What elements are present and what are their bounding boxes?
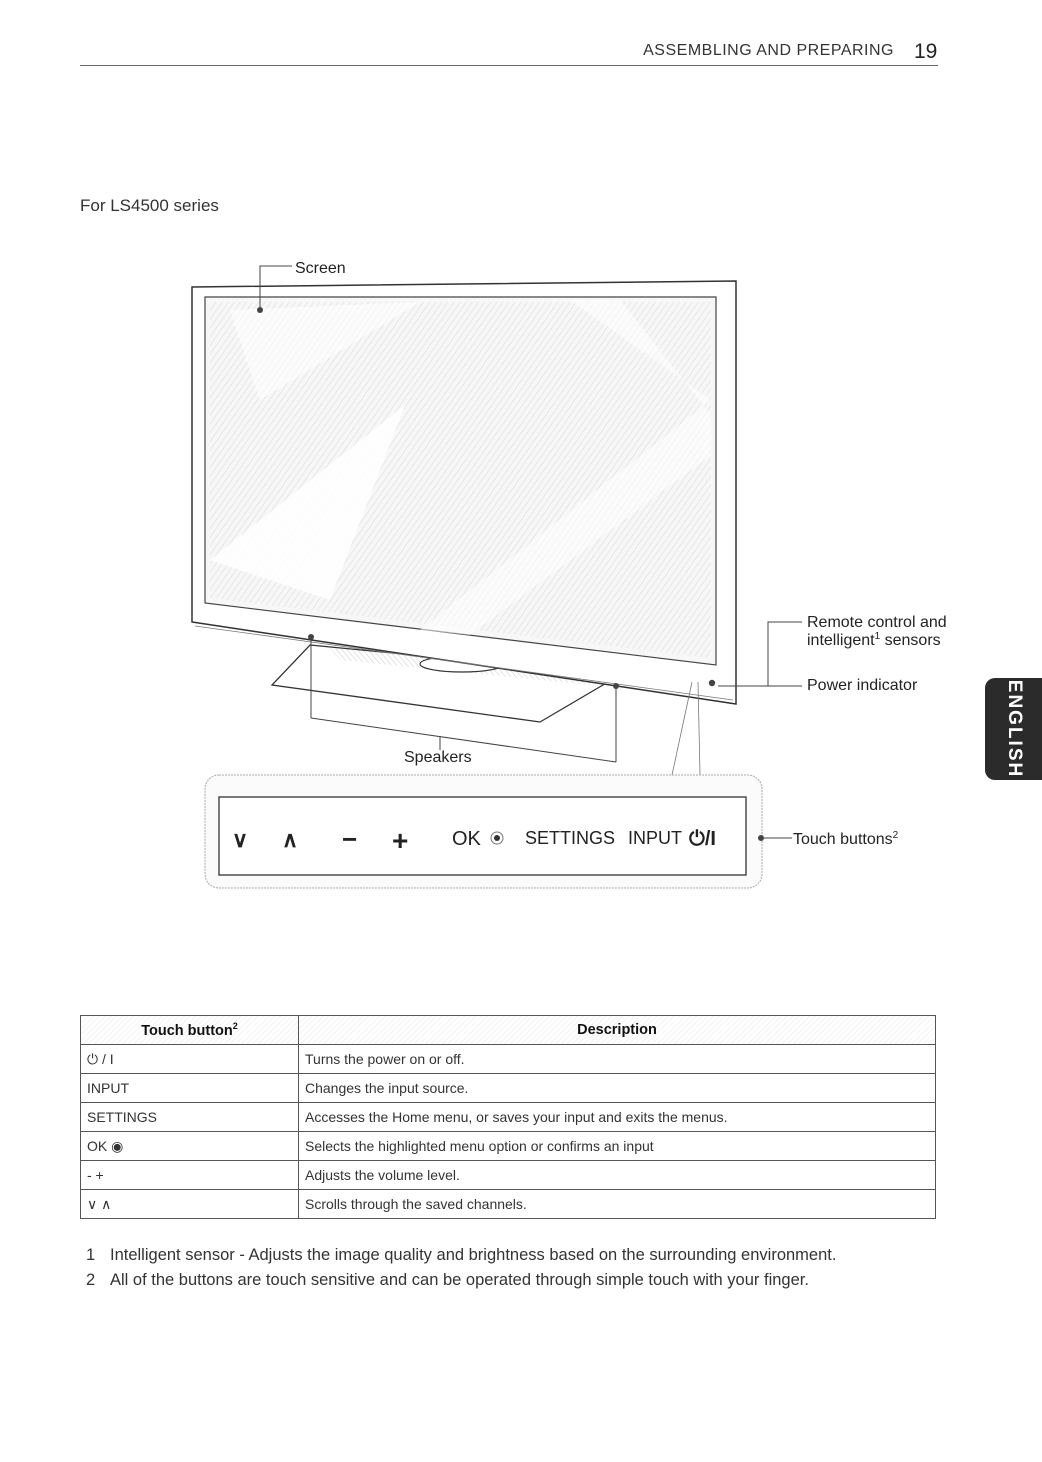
description-cell: Selects the highlighted menu option or confirms an input bbox=[299, 1132, 936, 1161]
language-tab-label: ENGLISH bbox=[1003, 679, 1025, 779]
power-indicator-dot bbox=[709, 680, 715, 686]
column-header-description: Description bbox=[299, 1016, 936, 1045]
table-row bbox=[81, 1161, 936, 1190]
table-row bbox=[81, 1103, 936, 1132]
description-cell: Changes the input source. bbox=[299, 1074, 936, 1103]
series-subtitle: For LS4500 series bbox=[80, 196, 219, 215]
description-cell: Turns the power on or off. bbox=[299, 1045, 936, 1074]
touch-down-button[interactable]: ∨ bbox=[232, 827, 249, 852]
touch-input-button[interactable]: INPUT bbox=[628, 828, 682, 848]
remote-sensor-label-line2: intelligent$^1$ sensors bbox=[807, 631, 941, 649]
tv-screen bbox=[205, 297, 716, 665]
touch-up-button[interactable]: ∧ bbox=[282, 827, 299, 852]
description-cell: Accesses the Home menu, or saves your input and exits the menus. bbox=[299, 1103, 936, 1132]
button-cell: ∨ ∧ bbox=[81, 1190, 299, 1219]
button-cell: SETTINGS bbox=[81, 1103, 299, 1132]
speakers-label: Speakers bbox=[404, 749, 472, 766]
table-row bbox=[81, 1132, 936, 1161]
page-number: 19 bbox=[914, 40, 938, 63]
button-cell: - + bbox=[81, 1161, 299, 1190]
touch-button-table bbox=[80, 1015, 936, 1219]
table-row bbox=[81, 1074, 936, 1103]
column-header-touch-button: Touch button$^2$ bbox=[81, 1016, 299, 1045]
touch-buttons-label: Touch buttons$^2$ bbox=[793, 830, 899, 848]
touch-plus-button[interactable]: + bbox=[392, 825, 409, 856]
footnote-2: 2 All of the buttons are touch sensitive and can be operated through simple touch with your finger. bbox=[86, 1271, 809, 1289]
touch-settings-button[interactable]: SETTINGS bbox=[525, 828, 616, 848]
description-cell: Scrolls through the saved channels. bbox=[299, 1190, 936, 1219]
touch-power-button[interactable]: ⏻/I bbox=[689, 828, 716, 850]
table-row bbox=[81, 1045, 936, 1074]
button-cell: ⏻ / I bbox=[81, 1045, 299, 1074]
touch-buttons-callout bbox=[758, 835, 792, 841]
table-header-row bbox=[81, 1016, 936, 1045]
description-cell: Adjusts the volume level. bbox=[299, 1161, 936, 1190]
button-cell: INPUT bbox=[81, 1074, 299, 1103]
svg-text:OK: OK bbox=[452, 828, 481, 850]
screen-label: Screen bbox=[295, 260, 346, 277]
table-row bbox=[81, 1190, 936, 1219]
touch-minus-button[interactable]: − bbox=[342, 824, 358, 854]
section-title: ASSEMBLING AND PREPARING bbox=[643, 42, 894, 59]
button-cell: OK ◉ bbox=[81, 1132, 299, 1161]
remote-sensor-label-line1: Remote control and bbox=[807, 614, 947, 631]
footnote-1: 1 Intelligent sensor - Adjusts the image quality and brightness based on the surrounding environment. bbox=[86, 1246, 837, 1264]
power-indicator-label: Power indicator bbox=[807, 677, 918, 694]
